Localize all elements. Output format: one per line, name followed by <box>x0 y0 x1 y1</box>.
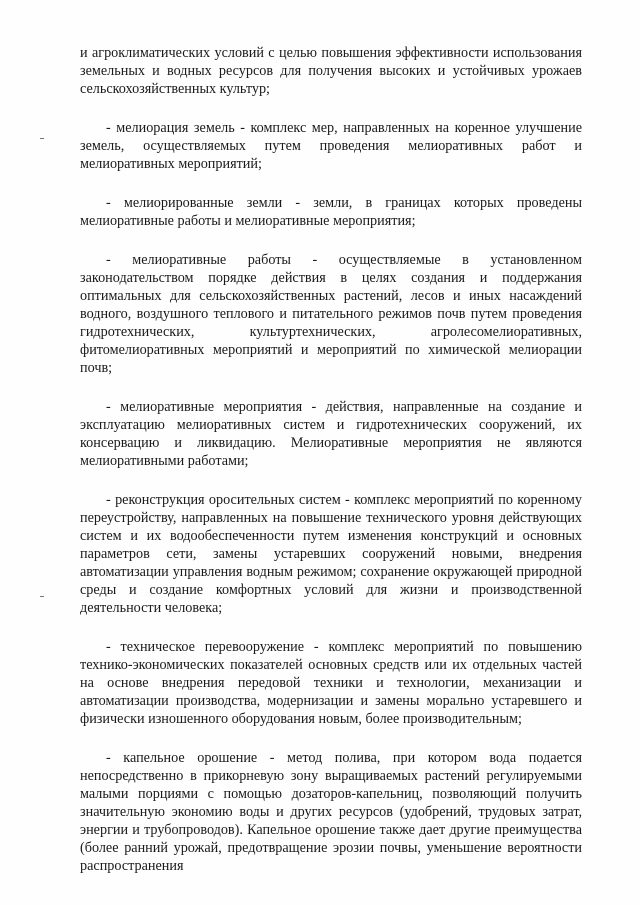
paragraph-melioration-works: - мелиоративные работы - осуществляемые в установленном законодательством порядке действия в целях создания и поддержания оптимальных для сельскохозяйственных растений, лесов и иных насаждений водного, воздушного теплового и питательного режимов почв путем проведения гидротехнических, культуртехнических, агролесомелиоративных, фитомелиоративных мероприятий и мероприятий по химической мелиорации почв; <box>80 252 582 376</box>
paragraph-irrigation-reconstruction: - реконструкция оросительных систем - комплекс мероприятий по коренному переустройству, направленных на повышение технического уровня действующих систем и их водообеспеченности путем изменения конструкций и основных параметров сети, замены устаревших сооружений новыми, внедрения автоматизации управления водным режимом; сохранение окружающей природной среды и создание комфортных условий для жизни и производственной деятельности человека; <box>80 492 582 616</box>
paragraph-technical-reequipment: - техническое перевооружение - комплекс мероприятий по повышению технико-экономических показателей основных средств или их отдельных частей на основе внедрения передовой техники и технологии, механизации и автоматизации производства, модернизации и замены морально устаревшего и физически изношенного оборудования новым, более производительным; <box>80 639 582 727</box>
scan-margin-mark <box>40 138 44 139</box>
document-body <box>80 44 582 896</box>
paragraph-land-melioration: - мелиорация земель - комплекс мер, направленных на коренное улучшение земель, осуществляемых путем проведения мелиоративных работ и мелиоративных мероприятий; <box>80 120 582 172</box>
paragraph-meliorated-lands: - мелиорированные земли - земли, в границах которых проведены мелиоративные работы и мелиоративные мероприятия; <box>80 195 582 229</box>
scan-margin-mark <box>40 596 44 597</box>
paragraph-melioration-measures: - мелиоративные мероприятия - действия, направленные на создание и эксплуатацию мелиоративных систем и гидротехнических сооружений, их консервацию и ликвидацию. Мелиоративные мероприятия не являются мелиоративными работами; <box>80 399 582 469</box>
paragraph-drip-irrigation: - капельное орошение - метод полива, при котором вода подается непосредственно в прикорневую зону выращиваемых растений регулируемыми малыми порциями с помощью дозаторов-капельниц, позволяющий получить значительную экономию воды и других ресурсов (удобрений, трудовых затрат, энергии и трубопроводов). Капельное орошение также дает другие преимущества (более ранний урожай, предотвращение эрозии почвы, уменьшение вероятности распространения <box>80 750 582 874</box>
paragraph-intro-continuation: и агроклиматических условий с целью повышения эффективности использования земельных и водных ресурсов для получения высоких и устойчивых урожаев сельскохозяйственных культур; <box>80 45 582 97</box>
